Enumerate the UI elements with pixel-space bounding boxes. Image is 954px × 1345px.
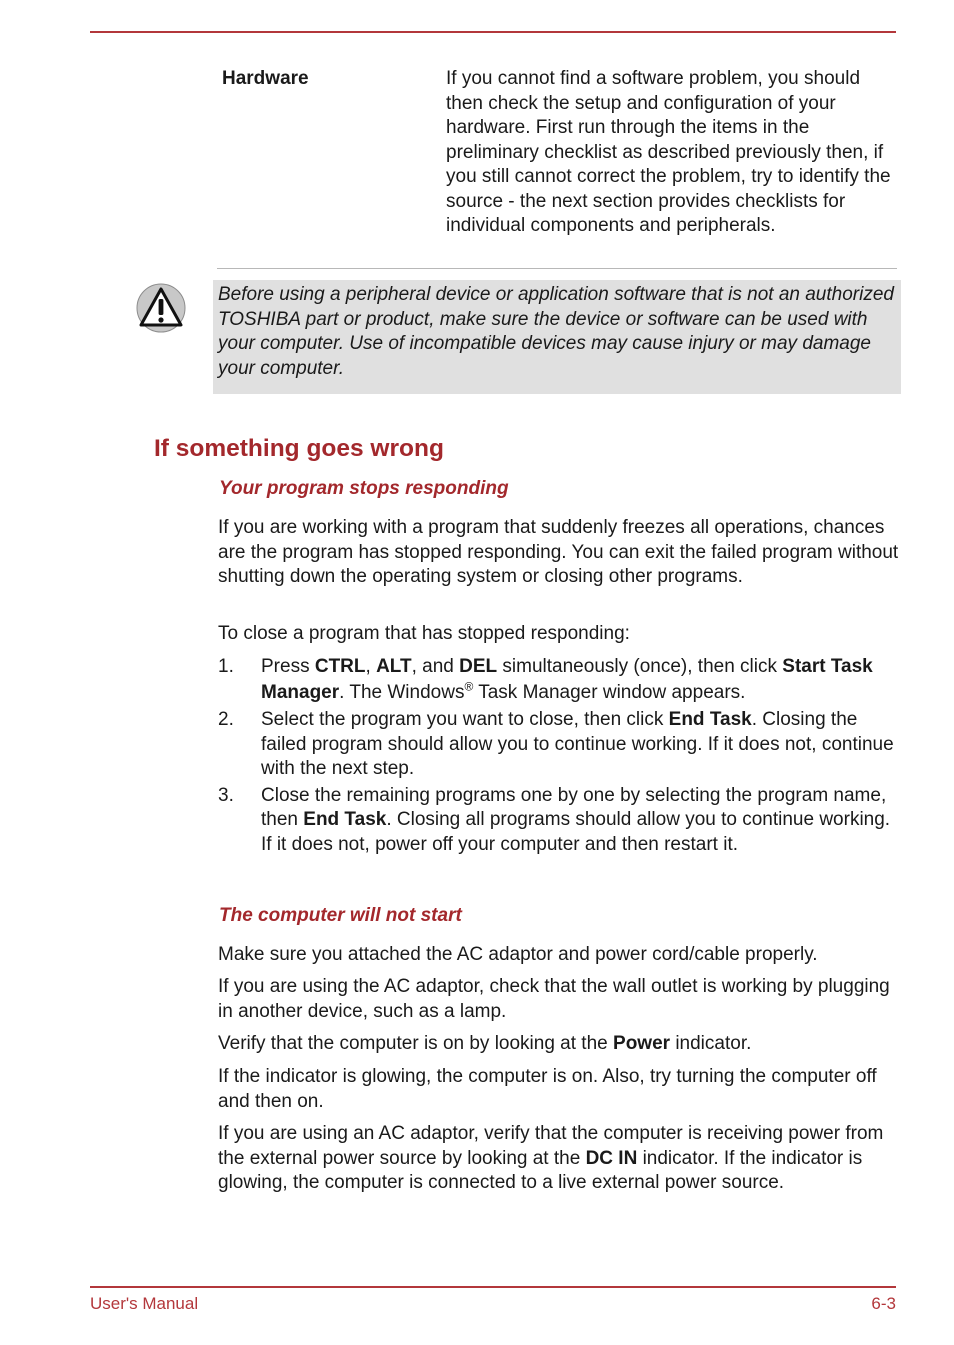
paragraph-text: indicator. bbox=[670, 1033, 752, 1054]
start-paragraph-1: Make sure you attached the AC adaptor and power cord/cable properly. bbox=[218, 944, 818, 965]
end-task-term: End Task bbox=[668, 709, 752, 730]
warning-note bbox=[213, 280, 901, 394]
step-number: 1. bbox=[218, 656, 234, 677]
start-paragraph-2: If you are using the AC adaptor, check that the wall outlet is working by plugging in another device, such as a lamp. bbox=[218, 976, 890, 1022]
list-item bbox=[218, 708, 902, 782]
program-intro: If you are working with a program that suddenly freezes all operations, chances are the program has stopped responding. You can exit the failed program without shutting down the operating system or closing other programs. bbox=[218, 517, 899, 587]
program-lead: To close a program that has stopped responding: bbox=[218, 623, 630, 644]
paragraph-text: Verify that the computer is on by looking at the bbox=[218, 1033, 614, 1054]
start-paragraph-5 bbox=[218, 1122, 902, 1196]
step-text: . Closing all programs should allow you to continue working. If it does not, power off your computer and then restart it. bbox=[261, 809, 891, 855]
power-term: Power bbox=[613, 1033, 671, 1054]
key-del: DEL bbox=[459, 656, 498, 677]
steps-list bbox=[218, 654, 902, 859]
hardware-description: If you cannot find a software problem, you should then check the setup and configuration of your hardware. First run through the items in the preliminary checklist as described previously then, if you still cannot correct the problem, try to identify the source - the next section provides checklists for individual components and peripherals. bbox=[446, 68, 891, 236]
step-text: , bbox=[365, 656, 377, 677]
warning-text: Before using a peripheral device or application software that is not an authorized TOSHIBA part or product, make sure the device or software can be used with your computer. Use of incompatible devices may cause injury or may damage your computer. bbox=[218, 284, 894, 379]
footer-rule bbox=[90, 1286, 896, 1288]
step-text: simultaneously (once), then click bbox=[497, 656, 783, 677]
paragraph-text: If you are using an AC adaptor, verify that the computer is receiving power from the external power source by looking at the bbox=[218, 1123, 884, 1169]
subsection-title-start: The computer will not start bbox=[219, 905, 462, 926]
step-text: Close the remaining programs one by one by selecting the program name, then bbox=[261, 784, 887, 830]
paragraph-text: indicator. If the indicator is glowing, the computer is connected to a live external power source. bbox=[218, 1147, 863, 1193]
key-ctrl: CTRL bbox=[314, 656, 366, 677]
step-number: 3. bbox=[218, 784, 234, 806]
hardware-term: Hardware bbox=[222, 68, 309, 89]
step-text: Press bbox=[261, 656, 315, 677]
header-rule bbox=[90, 31, 896, 33]
table-divider bbox=[217, 268, 897, 269]
section-title: If something goes wrong bbox=[154, 435, 444, 462]
list-item bbox=[218, 784, 902, 858]
dc-in-term: DC IN bbox=[585, 1147, 638, 1169]
step-text: Select the program you want to close, then click bbox=[261, 709, 669, 730]
key-alt: ALT bbox=[376, 656, 412, 677]
step-text: . Closing the failed program should allow you to continue working. If it does not, continue with the next step. bbox=[261, 709, 894, 779]
step-text: . The Windows bbox=[339, 682, 465, 703]
start-paragraph-3 bbox=[218, 1032, 902, 1057]
warning-triangle-icon bbox=[136, 283, 186, 333]
registered-mark: ® bbox=[464, 679, 474, 694]
footer-manual-name: User's Manual bbox=[90, 1294, 199, 1313]
step-number: 2. bbox=[218, 709, 234, 730]
list-item bbox=[218, 654, 902, 706]
end-task-term: End Task bbox=[303, 809, 387, 830]
subsection-title-program: Your program stops responding bbox=[219, 478, 509, 499]
step-text: , and bbox=[411, 656, 460, 677]
start-task-manager-term: Start Task Manager bbox=[261, 656, 873, 703]
page-number: 6-3 bbox=[871, 1294, 896, 1313]
step-text: Task Manager window appears. bbox=[473, 682, 746, 703]
start-paragraph-4: If the indicator is glowing, the computer is on. Also, try turning the computer off and then on. bbox=[218, 1066, 877, 1112]
